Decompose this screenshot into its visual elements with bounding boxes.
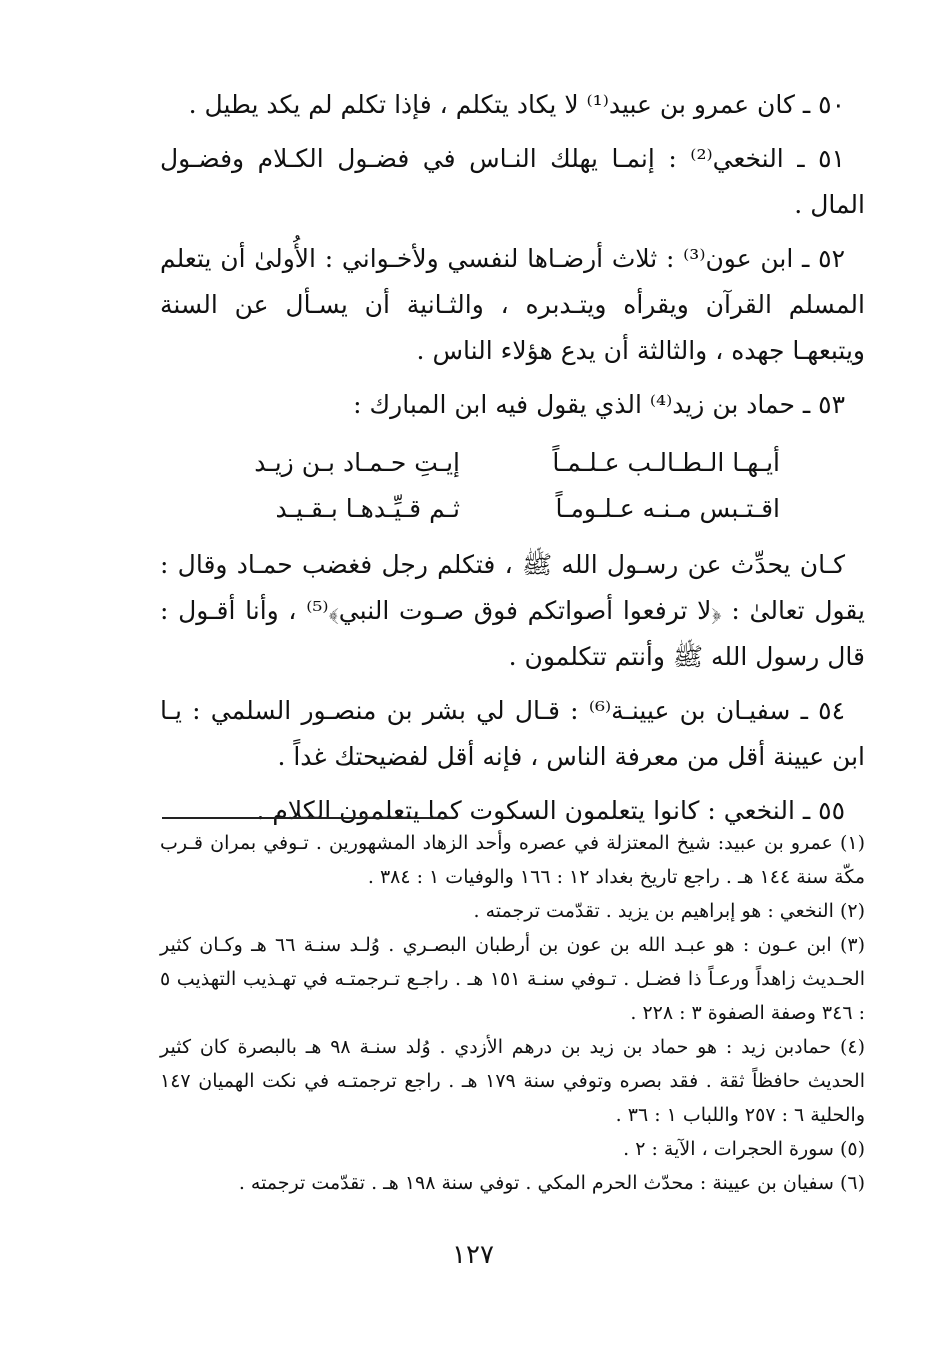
- poem-hemistich: ثـم قـيِّـدهـا بـقـيـد: [275, 494, 460, 523]
- footnote-1: [160, 826, 865, 894]
- footnote-2: [160, 894, 865, 928]
- footnote-number: (٥): [839, 1138, 865, 1160]
- paragraph-53-continued: كـان يحدِّث عن رسـول الله ﷺ ، فتكلم رجل فغضب حمـاد وقال : يقول تعالىٰ : ﴿لا ترفعوا أصواتكم فوق صـوت النبي﴾⁽⁵⁾ ، وأنا أقـول : قال رسول الله ﷺ وأنتم تتكلمون .: [160, 550, 866, 671]
- poem-line-1: [160, 440, 865, 486]
- paragraph-52: ٥٢ ـ ابن عون⁽³⁾ : ثلاث أرضـاها لنفسي ولأخـواني : الأُولىٰ أن يتعلم المسلم القرآن ويقرأه ويتـدبره ، والثـانية أن يسـأل عن السنة ويتبعهـا جهده ، والثالثة أن يدع هؤلاء الناس .: [160, 244, 865, 365]
- poem-hemistich: إيـتِ حـمـاد بـن زيـد: [254, 448, 460, 477]
- footnote-number: (٣): [839, 934, 865, 956]
- paragraph-55: ٥٥ ـ النخعي : كانوا يتعلمون السكوت كما يتعلمون الكلام .: [256, 796, 845, 825]
- page-number: ١٢٧: [452, 1240, 494, 1270]
- footnote-separator: [162, 817, 452, 819]
- footnote-text: النخعي : هو إبراهيم بن يزيد . تقدّمت ترجمته .: [473, 900, 834, 922]
- poem: [160, 440, 865, 532]
- main-text: [160, 82, 865, 842]
- footnote-3: [160, 928, 865, 1030]
- footnote-text: سفيان بن عيينة : محدّث الحرم المكي . توفي سنة ١٩٨ هـ . تقدّمت ترجمته .: [238, 1172, 834, 1194]
- footnote-5: [160, 1132, 865, 1166]
- footnote-number: (٦): [839, 1172, 865, 1194]
- footnote-4: [160, 1030, 865, 1132]
- poem-line-2: [160, 486, 865, 532]
- poem-hemistich: أيـهـا الـطـالـب عـلـمـاً: [552, 448, 780, 477]
- poem-hemistich: اقـتـبس مـنـه عـلـومـاً: [555, 494, 780, 523]
- footnotes: [160, 826, 865, 1200]
- footnote-text: حمادبن زيد : هو حماد بن زيد بن درهم الأزدي . وُلد سنـة ٩٨ هـ بالبصرة كان كثير الحديث حافظاً ثقة . فقد بصره وتوفي سنة ١٧٩ هـ . راجع ترجمتـه في نكت الهميان ١٤٧ والحلية ٦ : ٢٥٧ واللباب ١ : ٣٦ .: [160, 1036, 865, 1126]
- paragraph-53: ٥٣ ـ حماد بن زيد⁽⁴⁾ الذي يقول فيه ابن المبارك :: [353, 390, 845, 419]
- footnote-number: (٢): [839, 900, 865, 922]
- paragraph-51: ٥١ ـ النخعي⁽²⁾ : إنمـا يهلك النـاس في فضـول الكـلام وفضـول المال .: [160, 144, 865, 219]
- footnote-text: سورة الحجرات ، الآية : ٢ .: [623, 1138, 834, 1160]
- footnote-text: عمرو بن عبيد: شيخ المعتزلة في عصره وأحد الزهاد المشهورين . تـوفي بمران قـرب مكّة سنة ١٤٤ هـ . راجع تاريخ بغداد ١٢ : ١٦٦ والوفيات ١ : ٣٨٤ .: [160, 832, 865, 888]
- footnote-text: ابن عـون : هو عبـد الله بن عون بن أرطبان البصـري . وُلـد سنـة ٦٦ هـ وكـان كثير الحـديث زاهداً ورعـاً ذا فضـل . تـوفي سنـة ١٥١ هـ . راجـع تـرجمتـه في تهـذيب التهذيب ٥ : ٣٤٦ وصفة الصفوة ٣ : ٢٢٨ .: [160, 934, 865, 1024]
- footnote-number: (١): [839, 832, 865, 854]
- footnote-number: (٤): [839, 1036, 865, 1058]
- paragraph-50: ٥٠ ـ كان عمرو بن عبيد⁽¹⁾ لا يكاد يتكلم ، فإذا تكلم لم يكد يطيل .: [188, 90, 845, 119]
- paragraph-54: ٥٤ ـ سفيـان بن عيينـة⁽⁶⁾ : قـال لي بشر بن منصـور السلمي : يـا ابن عيينة أقل من معرفة الناس ، فإنه أقل لفضيحتك غداً .: [160, 696, 865, 771]
- footnote-6: [160, 1166, 865, 1200]
